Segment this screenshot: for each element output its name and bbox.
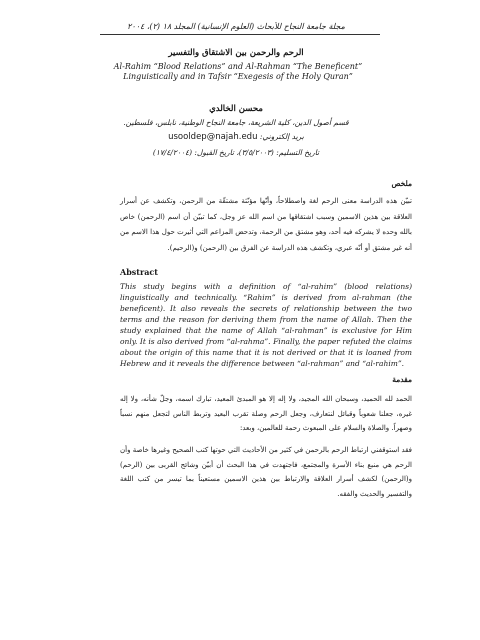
author-name: محسن الخالدي xyxy=(209,104,263,114)
email-line xyxy=(60,132,412,142)
abstract-arabic-text: تبيّن هذه الدراسة معنى الرحم لغة واصطلاحاً، وأنّها مؤنّثة مشتقّة من الرحمن، وتكشف عن أسرار العلاقة بين هذين الاسمين وسبب اشتقاقها من اسم الله عز وجل، كما تبيّن أن اسم (الرحمن) خاص بالله وحده لا يشركه فيه أحد، وهو مشتق من الرحمة، وتدحض المزاعم التي أثيرت حول هذا الاسم من أنه غير مشتق أو أنّه عبري، وتكشف هذه الدراسة عن الفرق بين (الرحمن) و(الرحيم). xyxy=(120,197,412,252)
email-label: بريد إلكتروني: xyxy=(259,132,304,141)
running-header: مجلة جامعة النجاح للأبحاث (العلوم الإنسانية) المجلد ١٨ (٢)، ٢٠٠٤ xyxy=(127,22,345,31)
submission-dates: تاريخ التسليم: (٣/٥/٢٠٠٣)، تاريخ القبول: (١٧/٤/٢٠٠٤) xyxy=(152,148,320,157)
introduction-paragraph-1: الحمد لله الحميد، وسبحان الله المجيد، ولا إله إلا هو المبدئ المعيد، تبارك اسمه، وجلّ شأنه، ولا إله غيره، جعلنا شعوباً وقبائل لنتعارف، وجعل الرحم وصلة تقرب البعيد وتربط الناس لتجعل منهم نسباً وصهراً. والصلاة والسلام على المبعوث رحمة للعالمين، وبعد: xyxy=(120,395,412,432)
abstract-english-heading: Abstract xyxy=(120,267,158,277)
header-rule xyxy=(100,34,380,35)
abstract-english-text: This study begins with a definition of “al-rahim” (blood relations) linguistically and technically. “Rahim” is derived from al-rahman (the beneficent). It also reveals the secrets of relationship between the two terms and the reason for deriving them from the name of Allah. Then the study explained that the name of Allah “al-rahman” is exclusive for Him only. It is also derived from “al-rahma”. Finally, the paper refuted the claims about the origin of this name that it is not derived or that it is loaned from Hebrew and it reveals the difference between “al-rahman” and “al-rahim”. xyxy=(120,282,412,368)
email-address[interactable]: usooldep@najah.edu xyxy=(168,132,258,142)
author-affiliation: قسم أصول الدين، كلية الشريعة، جامعة النجاح الوطنية، نابلس، فلسطين. xyxy=(123,118,349,127)
abstract-arabic-heading: ملخص xyxy=(391,179,412,188)
article-title-english: Al-Rahim “Blood Relations” and Al-Rahman “The Beneficent” Linguistically and in Tafsir “Exegesis of the Holy Quran” xyxy=(113,62,363,81)
article-title-arabic: الرحم والرحمن بين الاشتقاق والتفسير xyxy=(168,48,304,58)
introduction-heading: مقدمة xyxy=(392,375,412,384)
introduction-paragraph-2: فقد استوقفني ارتباط الرحم بالرحمن في كثير من الأحاديث التي حوتها كتب الصحيح وغيرها خاصة وأن الرحم هي منبع بناء الأسرة والمجتمع، فاجتهدت في هذا البحث أن أبيّن وشائج القربى بين (الرحم) و(الرحمن) لكشف أسرار العلاقة والارتباط بين هذين الاسمين مستعيناً بما تيسر من كتب اللغة والتفسير والحديث والفقه. xyxy=(120,446,412,498)
